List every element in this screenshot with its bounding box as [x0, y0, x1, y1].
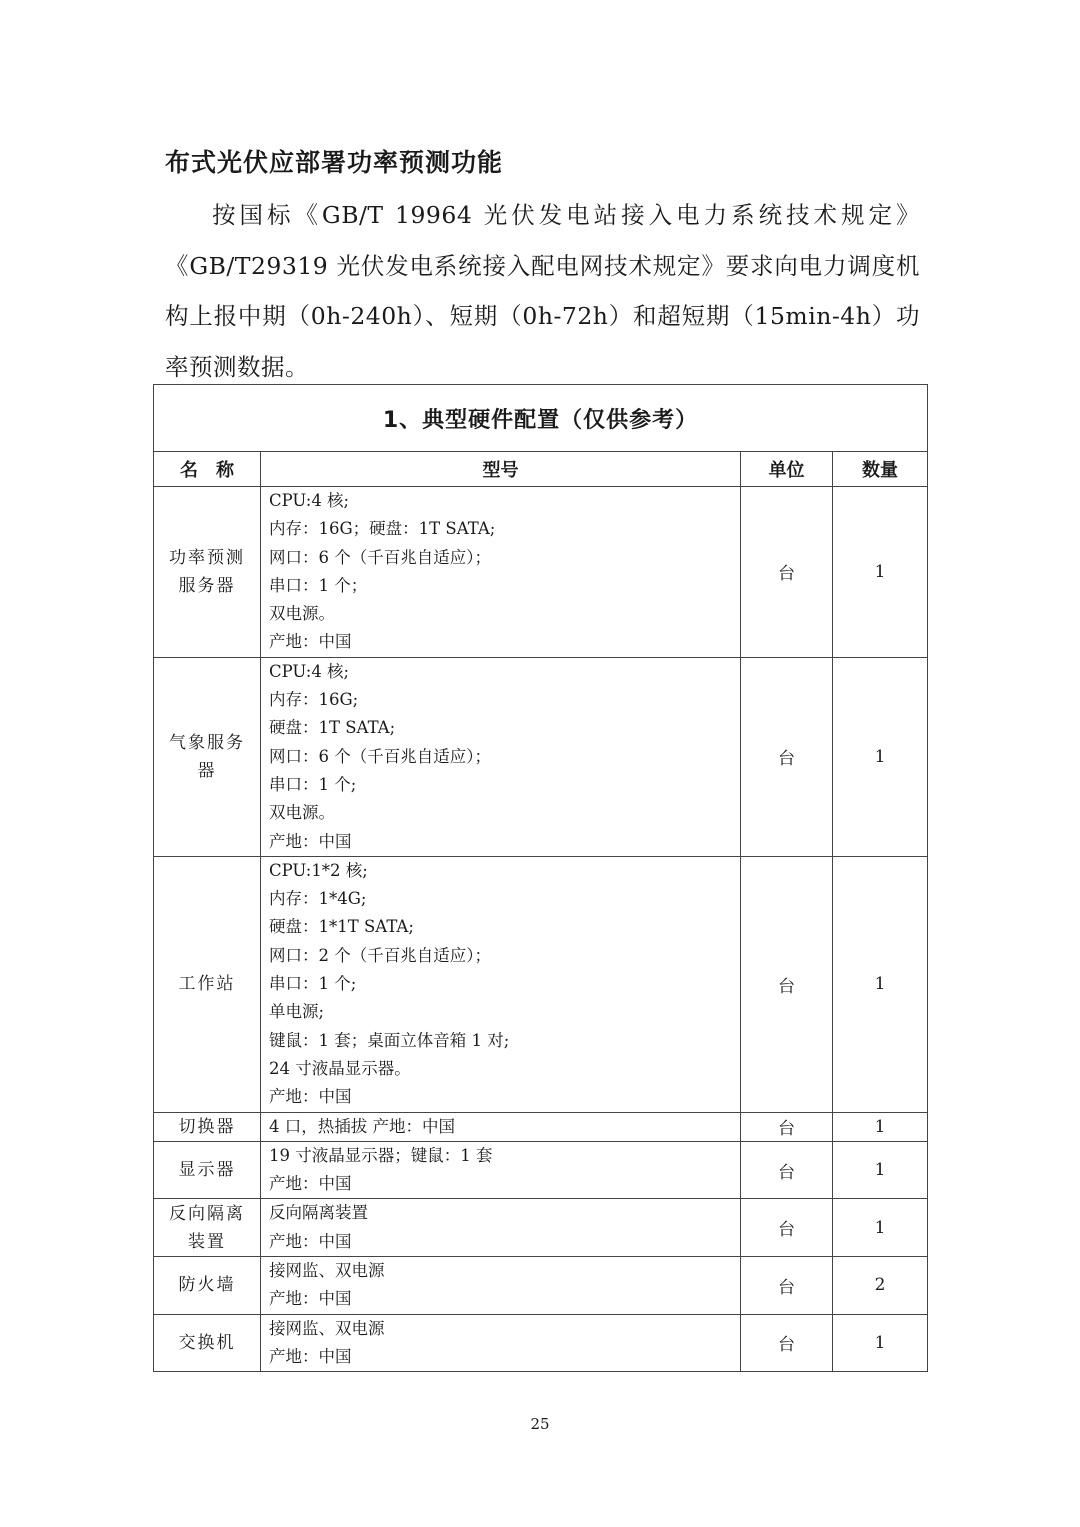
spec-line: 产地：中国 [269, 632, 352, 652]
unit-cell: 台 [741, 1199, 833, 1257]
spec-line: 24 寸液晶显示器。 [269, 1058, 411, 1078]
spec-line: 单电源; [269, 1002, 325, 1022]
spec-line: 产地：中国 [269, 1087, 352, 1107]
quantity-cell: 1 [833, 487, 928, 658]
device-spec-cell [261, 1112, 741, 1141]
spec-line: 19 寸液晶显示器；键鼠：1 套 [269, 1145, 493, 1165]
unit-cell: 台 [741, 657, 833, 856]
header-name: 名 称 [154, 452, 261, 487]
spec-line: 4 口，热插拔 产地：中国 [269, 1116, 455, 1136]
spec-line: 产地：中国 [269, 1289, 352, 1309]
spec-line: 网口：6 个（千百兆自适应）； [269, 547, 491, 567]
device-spec-cell [261, 1257, 741, 1315]
device-name-line: 防火墙 [178, 1275, 236, 1296]
spec-line: CPU:4 核; [269, 491, 350, 510]
spec-line: 网口：2 个（千百兆自适应）； [269, 945, 491, 965]
spec-line: 接网监、双电源 [269, 1318, 385, 1338]
device-name-line: 显示器 [178, 1160, 236, 1181]
spec-line: CPU:1*2 核; [269, 860, 368, 880]
device-name-line: 服务器 [178, 575, 236, 596]
section-heading: 布式光伏应部署功率预测功能 [165, 148, 504, 177]
device-spec-cell [261, 1199, 741, 1257]
device-name-line: 反向隔离 [169, 1203, 245, 1224]
device-name-line: 器 [197, 760, 217, 781]
quantity-cell: 1 [833, 657, 928, 856]
quantity-cell: 1 [833, 856, 928, 1112]
spec-line: 硬盘：1T SATA; [269, 718, 396, 738]
unit-cell: 台 [741, 1314, 833, 1372]
spec-line: 产地：中国 [269, 1174, 352, 1194]
unit-cell: 台 [741, 487, 833, 658]
spec-line: 内存：1*4G; [269, 889, 367, 909]
spec-line: 串口：1 个； [269, 575, 368, 595]
unit-cell: 台 [741, 1112, 833, 1141]
table-header-row [154, 452, 928, 487]
table-row [154, 1199, 928, 1257]
spec-line: 双电源。 [269, 604, 335, 624]
spec-line: 双电源。 [269, 803, 335, 823]
table-row [154, 1141, 928, 1199]
device-name-cell [154, 1257, 261, 1315]
device-spec-cell [261, 856, 741, 1112]
quantity-cell: 1 [833, 1199, 928, 1257]
device-name-cell [154, 856, 261, 1112]
header-qty: 数量 [833, 452, 928, 487]
spec-line: 接网监、双电源 [269, 1261, 385, 1281]
spec-line: 内存：16G; [269, 690, 359, 710]
device-name-line: 功率预测 [169, 547, 245, 568]
device-name-line: 装置 [188, 1231, 226, 1252]
spec-line: 产地：中国 [269, 831, 352, 851]
spec-line: 串口：1 个; [269, 774, 357, 794]
spec-line: 硬盘：1*1T SATA; [269, 917, 414, 937]
device-name-line: 工作站 [178, 974, 236, 995]
header-model: 型号 [261, 452, 741, 487]
unit-cell: 台 [741, 1141, 833, 1199]
device-spec-cell [261, 1141, 741, 1199]
spec-line: 反向隔离装置 [269, 1203, 368, 1223]
unit-cell: 台 [741, 1257, 833, 1315]
device-name-cell [154, 1141, 261, 1199]
device-name-line: 切换器 [178, 1116, 236, 1137]
table-row [154, 1112, 928, 1141]
hardware-config-table [153, 384, 928, 1372]
device-name-line: 气象服务 [169, 732, 245, 753]
device-name-cell [154, 1314, 261, 1372]
table-caption: 1、典型硬件配置（仅供参考） [154, 385, 928, 452]
device-name-cell [154, 1112, 261, 1141]
table-row [154, 487, 928, 658]
spec-line: CPU:4 核; [269, 661, 350, 681]
device-name-cell [154, 657, 261, 856]
table-row [154, 657, 928, 856]
device-spec-cell [261, 487, 741, 658]
header-unit: 单位 [741, 452, 833, 487]
quantity-cell: 1 [833, 1314, 928, 1372]
unit-cell: 台 [741, 856, 833, 1112]
page-number: 25 [530, 1415, 550, 1433]
quantity-cell: 2 [833, 1257, 928, 1315]
spec-line: 网口：6 个（千百兆自适应）； [269, 746, 491, 766]
device-spec-cell [261, 657, 741, 856]
quantity-cell: 1 [833, 1112, 928, 1141]
device-spec-cell [261, 1314, 741, 1372]
spec-line: 键鼠：1 套；桌面立体音箱 1 对; [269, 1030, 510, 1050]
spec-line: 内存：16G；硬盘：1T SATA; [269, 519, 496, 539]
device-name-cell [154, 1199, 261, 1257]
table-row [154, 856, 928, 1112]
quantity-cell: 1 [833, 1141, 928, 1199]
device-name-cell [154, 487, 261, 658]
table-row [154, 1314, 928, 1372]
spec-line: 产地：中国 [269, 1346, 352, 1366]
device-name-line: 交换机 [178, 1332, 236, 1353]
body-paragraph: 按国标《GB/T 19964 光伏发电站接入电力系统技术规定》《GB/T29319 光伏发电系统接入配电网技术规定》要求向电力调度机构上报中期（0h-240h）、短期（0h-72h）和超短期（15min-4h）功率预测数据。 [165, 201, 920, 381]
spec-line: 串口：1 个; [269, 974, 357, 994]
table-row [154, 1257, 928, 1315]
spec-line: 产地：中国 [269, 1231, 352, 1251]
